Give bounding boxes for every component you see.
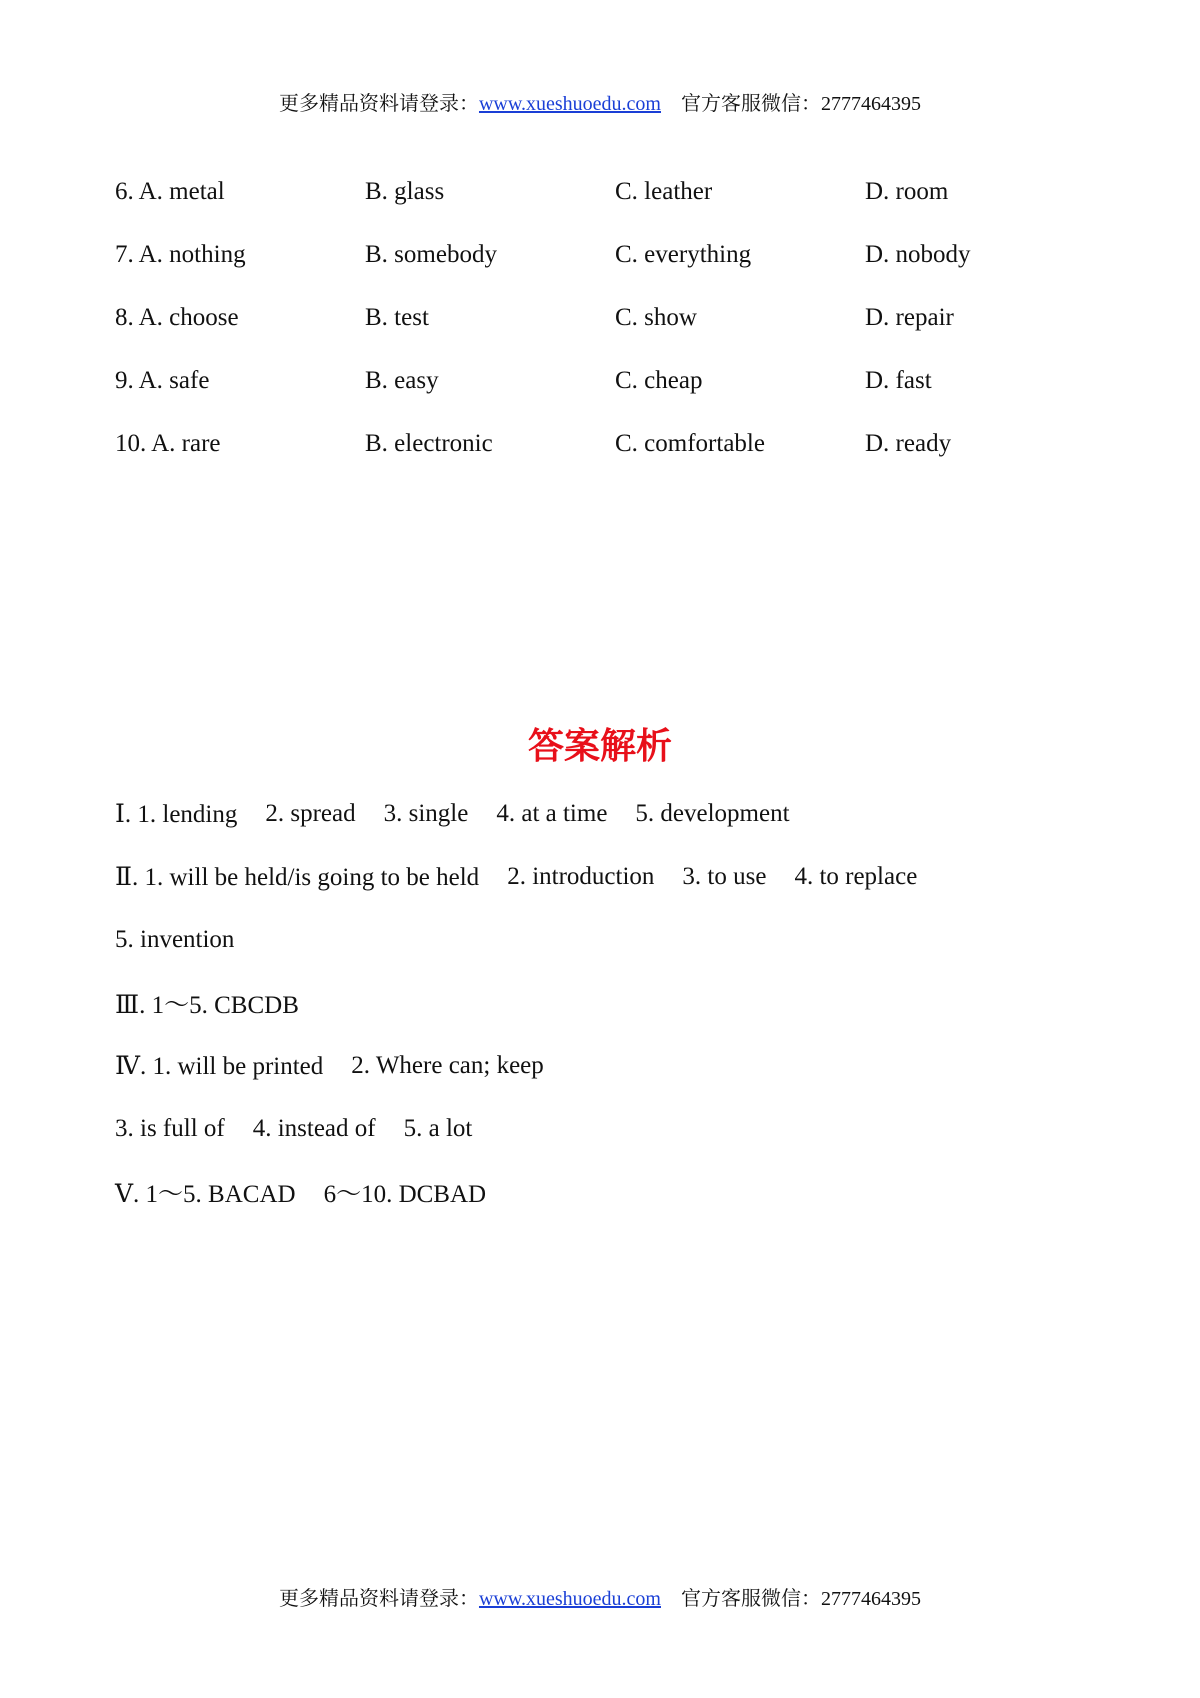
option-row bbox=[115, 223, 1115, 286]
header-site-link[interactable]: www.xueshuoedu.com bbox=[478, 93, 661, 115]
option-cell: B. glass bbox=[365, 177, 445, 205]
answer-item: 2. Where can; keep bbox=[351, 1051, 544, 1079]
option-cell: C. everything bbox=[615, 240, 752, 268]
option-cell: C. cheap bbox=[615, 366, 703, 394]
option-cell: D. ready bbox=[865, 429, 952, 457]
page-footer bbox=[0, 1582, 1200, 1611]
option-cell: C. leather bbox=[615, 177, 713, 205]
option-cell: 7. A. nothing bbox=[115, 240, 246, 268]
option-row bbox=[115, 349, 1115, 412]
answer-list bbox=[115, 782, 1115, 1223]
answer-item: 6～10. DCBAD bbox=[323, 1180, 487, 1208]
option-cell: 6. A. metal bbox=[115, 177, 225, 205]
footer-site-link[interactable]: www.xueshuoedu.com bbox=[478, 1588, 661, 1610]
option-cell: C. show bbox=[615, 303, 697, 331]
answer-item: 3. single bbox=[383, 799, 469, 827]
answer-item: 4. at a time bbox=[496, 799, 608, 827]
option-cell: B. electronic bbox=[365, 429, 493, 457]
option-cell: 10. A. rare bbox=[115, 429, 221, 457]
option-cell: C. comfortable bbox=[615, 429, 765, 457]
answer-section-title: 答案解析 bbox=[527, 726, 672, 767]
option-cell: D. room bbox=[865, 177, 949, 205]
choice-options bbox=[115, 160, 1115, 475]
option-cell: 8. A. choose bbox=[115, 303, 239, 331]
answer-item: 2. spread bbox=[265, 799, 356, 827]
answer-item: 5. a lot bbox=[403, 1114, 473, 1142]
option-cell: B. easy bbox=[365, 366, 439, 394]
header-wechat: 官方客服微信：2777464395 bbox=[681, 93, 921, 115]
footer-wechat: 官方客服微信：2777464395 bbox=[681, 1588, 921, 1610]
option-cell: D. fast bbox=[865, 366, 932, 394]
option-row bbox=[115, 286, 1115, 349]
option-row bbox=[115, 412, 1115, 475]
footer-prefix: 更多精品资料请登录： bbox=[278, 1588, 479, 1610]
header-prefix: 更多精品资料请登录： bbox=[278, 93, 479, 115]
option-cell: D. nobody bbox=[865, 240, 971, 268]
option-cell: B. somebody bbox=[365, 240, 497, 268]
option-cell: B. test bbox=[365, 303, 429, 331]
answer-item: 5. development bbox=[635, 799, 790, 827]
option-row bbox=[115, 160, 1115, 223]
answer-item: Ⅴ. 1～5. BACAD bbox=[115, 1180, 296, 1208]
answer-line bbox=[115, 1034, 1115, 1097]
answer-item: 3. is full of bbox=[115, 1114, 225, 1142]
answer-item: 4. to replace bbox=[794, 862, 918, 890]
answer-item: 5. invention bbox=[115, 925, 235, 953]
answer-line bbox=[115, 908, 1115, 971]
answer-item: 2. introduction bbox=[507, 862, 655, 890]
answer-item: Ⅳ. 1. will be printed bbox=[115, 1052, 324, 1080]
answer-line bbox=[115, 1097, 1115, 1160]
option-cell: D. repair bbox=[865, 303, 954, 331]
answer-line bbox=[115, 845, 1115, 908]
answer-item: 3. to use bbox=[682, 862, 767, 890]
answer-item: 4. instead of bbox=[252, 1114, 376, 1142]
answer-line bbox=[115, 782, 1115, 845]
answer-line bbox=[115, 971, 1115, 1034]
option-cell: 9. A. safe bbox=[115, 366, 210, 394]
page-header bbox=[0, 87, 1200, 116]
answer-item: Ⅰ. 1. lending bbox=[115, 800, 238, 828]
answer-item: Ⅱ. 1. will be held/is going to be held bbox=[115, 863, 480, 891]
answer-item: Ⅲ. 1～5. CBCDB bbox=[115, 991, 299, 1019]
answer-line bbox=[115, 1160, 1115, 1223]
